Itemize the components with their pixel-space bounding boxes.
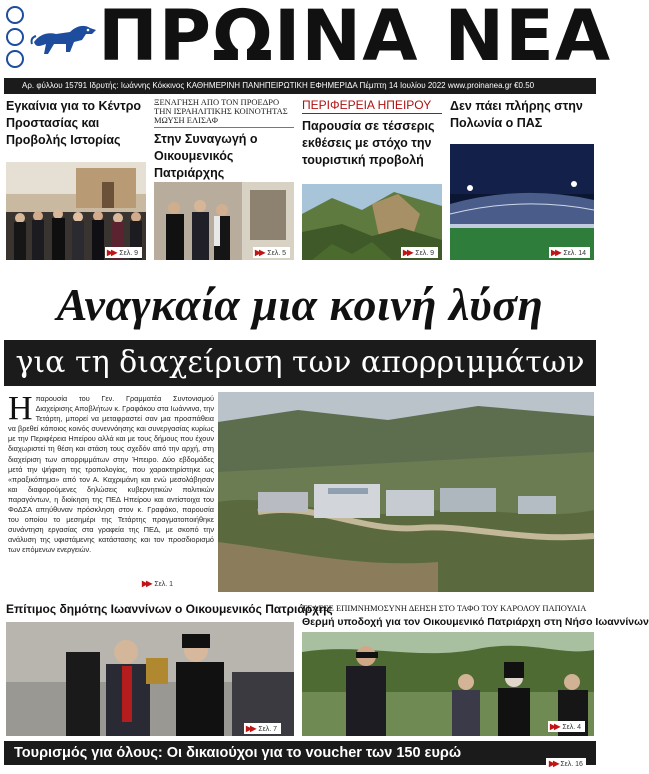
main-subheadline: για τη διαχείριση των απορριμμάτων (4, 340, 596, 386)
bottom-right-title[interactable]: Θερμή υποδοχή για τον Οικουμενικό Πατριάρχη στη Νήσο Ιωαννίνων (302, 616, 649, 628)
top-story-2[interactable] (154, 98, 294, 260)
page-reference[interactable]: ▶▶ Σελ. 14 (549, 247, 590, 258)
page-reference[interactable]: ▶▶ Σελ. 7 (244, 723, 281, 734)
info-bar: Αρ. φύλλου 15791 Ιδρυτής: Ιωάννης Κόκκινος ΚΑΘΗΜΕΡΙΝΗ ΠΑΝΗΠΕΙΡΩΤΙΚΗ ΕΦΗΜΕΡΙΔΑ Πέμπτη 14 Ιουλίου 2022 www.proinanea.gr €0.50 (4, 78, 596, 94)
story-title[interactable]: Δεν πάει πλήρης στην Πολωνία ο ΠΑΣ (450, 99, 583, 130)
newspaper-name: ΠΡΩΙΝΑ ΝΕΑ (98, 0, 612, 77)
story-kicker: ΠΕΡΙΦΕΡΕΙΑ ΗΠΕΙΡΟΥ (302, 98, 442, 114)
page-reference[interactable]: ▶▶ Σελ. 9 (105, 247, 142, 258)
story-photo (450, 144, 594, 260)
bottom-left-photo (6, 622, 294, 736)
footer-headline[interactable]: Τουρισμός για όλους: Οι δικαιούχοι για το voucher των 150 ευρώ (4, 741, 596, 765)
story-kicker: ΞΕΝΑΓΗΣΗ ΑΠΟ ΤΟΝ ΠΡΟΕΔΡΟ ΤΗΝ ΙΣΡΑΗΛΙΤΙΚΗΣ ΚΟΙΝΟΤΗΤΑΣ ΜΩΥΣΗ ΕΛΙΣΑΦ (154, 98, 294, 128)
page-reference[interactable]: ▶▶ Σελ. 1 (140, 578, 177, 589)
main-headline[interactable]: Αναγκαία μια κοινή λύση (56, 279, 544, 330)
story-title[interactable]: Παρουσία σε τέσσερις εκθέσεις με στόχο την τουριστική προβολή (302, 119, 435, 167)
story-title[interactable]: Στην Συναγωγή ο Οικουμενικός Πατριάρχης (154, 132, 258, 180)
story-title[interactable]: Εγκαίνια για το Κέντρο Προστασίας και Προβολής Ιστορίας (6, 99, 142, 147)
top-story-3[interactable] (302, 98, 442, 260)
page-reference[interactable]: ▶▶ Σελ. 16 (546, 758, 586, 769)
main-aerial-photo (218, 392, 594, 592)
dog-logo-icon (30, 12, 100, 62)
badge-icon (6, 50, 24, 68)
top-story-4[interactable] (450, 98, 594, 260)
dropcap: Η (8, 390, 33, 427)
lead-article-text (8, 390, 214, 590)
story-photo (6, 162, 146, 260)
top-story-1[interactable] (6, 98, 146, 260)
masthead (0, 0, 612, 78)
publisher-badges (6, 6, 28, 76)
page-reference[interactable]: ▶▶ Σελ. 4 (548, 721, 585, 732)
badge-icon (6, 28, 24, 46)
bottom-right-kicker: ΤΕΛΕΣΕ ΕΠΙΜΝΗΜΟΣΥΝΗ ΔΕΗΣΗ ΣΤΟ ΤΑΦΟ ΤΟΥ ΚΑΡΟΛΟΥ ΠΑΠΟΥΛΙΑ (302, 603, 587, 613)
lead-article-body: παρουσία του Γεν. Γραμματέα Συντονισμού Διαχείρισης Αποβλήτων κ. Γραφάκου στα Ιωάννινα, την Τετάρτη, μπορεί να μεταφραστεί σαν μια προσπάθεια να βρεθεί κάποιος κοινός συνεννόησης και συνεργασίας κυρίως με την Περιφέρεια Ηπείρου αλλά και με τους δήμους που έχουν διαχωριστεί τη θέση και στάση τους σχεδόν από την αρχή, στη διαχείριση των απορριμμάτων στην Ήπειρο. Δύο εβδομάδες μετά την ψήφιση της τροπολογίας, που χαρακτηρίστηκε ως «πραξικόπημα» από τον Α. Καχριμάνη και ενώ μεσολάβησαν και διαφορούμενες δηλώσεις κυβερνητικών πολιτικών παραγόντων, η διοίκηση της ΠΕΔ Ηπείρου και αντίστοιχα του ΦοΔΣΑ απηύθυναν πρόσκληση στον κ. Γραφάκο, παρουσία του οποίου το μεσημέρι της Τετάρτης πραγματοποιήθηκε συνάντηση εργασίας στα γραφεία της ΠΕΔ, με σκοπό την ανάλυση της υφιστάμενης κατάστασης και τον προσδιορισμό των επόμενων ενεργειών. (8, 394, 214, 555)
badge-icon (6, 6, 24, 24)
page-reference[interactable]: ▶▶ Σελ. 5 (253, 247, 290, 258)
bottom-left-title[interactable]: Επίτιμος δημότης Ιωαννίνων ο Οικουμενικός Πατριάρχης (6, 602, 333, 616)
page-reference[interactable]: ▶▶ Σελ. 9 (401, 247, 438, 258)
